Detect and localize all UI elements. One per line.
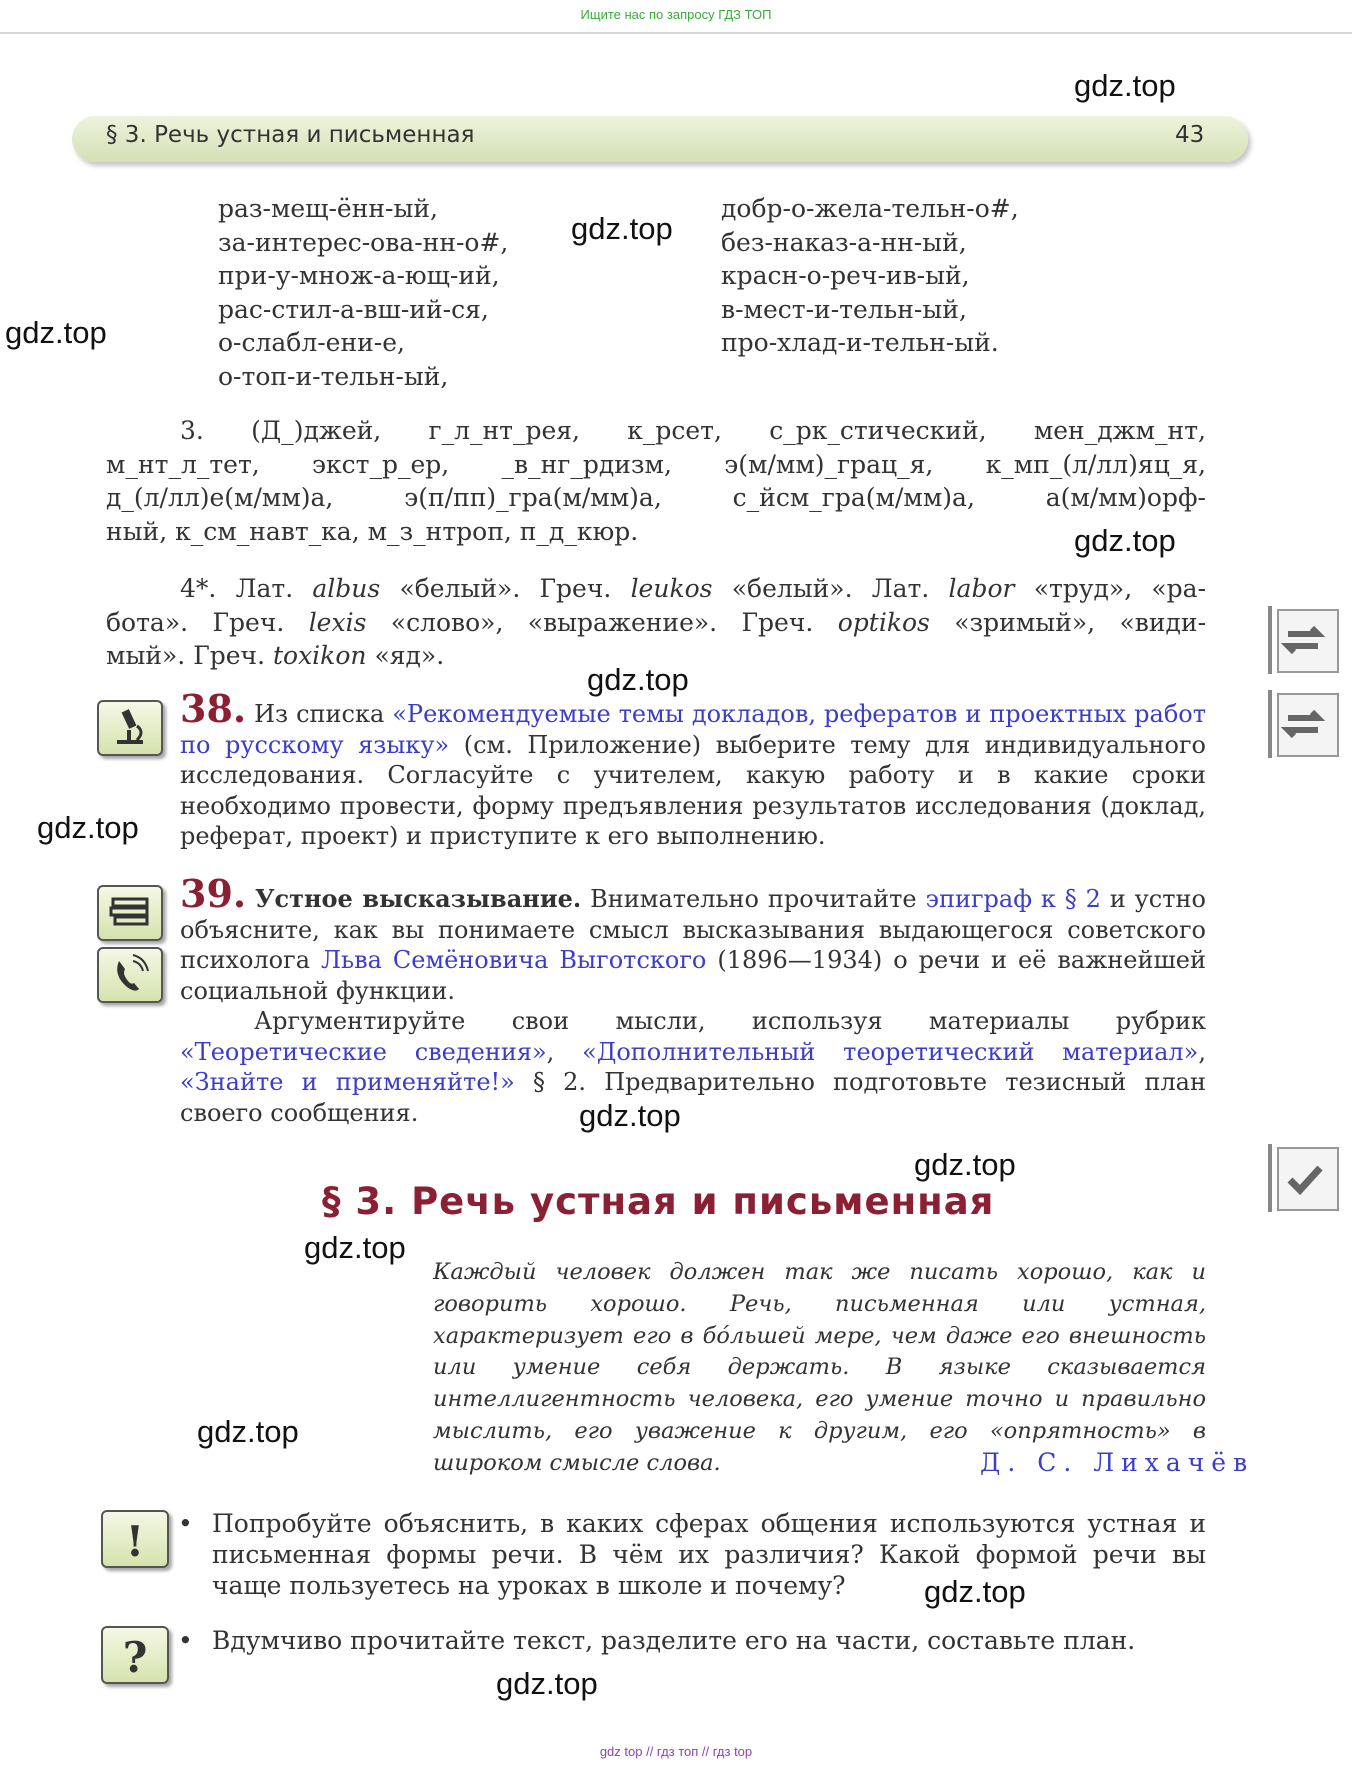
word-item: про-хлад-и-тельн-ый. [721, 328, 999, 357]
word-item: при-у-множ-а-ющ-ий, [218, 261, 500, 290]
watermark: gdz.top [579, 1098, 681, 1133]
recommended-topics-link[interactable]: «Рекомендуемые темы докладов, рефератов и проектных работ по русскому языку» [180, 700, 1207, 759]
watermark: gdz.top [496, 1666, 598, 1701]
watermark: gdz.top [304, 1230, 406, 1265]
watermark: gdz.top [5, 315, 107, 350]
epigraph-link[interactable]: эпиграф к § 2 [925, 885, 1101, 913]
word-item: рас-стил-а-вш-ий-ся, [218, 294, 489, 324]
task-3-line: д_(л/лл)е(м/мм)а, э(п/пп)_гра(м/мм)а, с_йсм_гра(м/мм)а, а(м/мм)орф- [106, 483, 1206, 512]
footer-links: gdz top // гдз топ // гдз top [599, 1744, 753, 1759]
bullet: • [178, 1509, 193, 1538]
exercise-38 [180, 686, 1207, 852]
header-title: § 3. Речь устная и письменная [106, 122, 475, 148]
watermark: gdz.top [914, 1147, 1016, 1182]
word-item: о-слабл-ени-е, [218, 328, 405, 357]
refresh-tab-icon[interactable] [1266, 688, 1346, 760]
text: «слово», «выражение». Греч. [390, 607, 814, 637]
exercise-39-lead: Устное высказывание. [255, 884, 582, 913]
latin-word: labor [948, 574, 1015, 603]
greek-word: optikos [837, 607, 930, 637]
watermark: gdz.top [571, 211, 673, 246]
theory-link[interactable]: «Теоретические сведения» [180, 1037, 547, 1066]
text: «белый». Лат. [731, 574, 930, 603]
text: (1896—1934) о речи и её важнейшей социальной функции. [180, 946, 1206, 1005]
watermark: gdz.top [1074, 68, 1176, 103]
svg-text:?: ? [122, 1633, 148, 1682]
check-tab-icon[interactable] [1266, 1142, 1346, 1214]
text: и устно объясните, как вы понимаете смысл высказывания выдающегося советского психолога [180, 885, 1206, 974]
text: «зримый», «види- [954, 607, 1207, 637]
word-item: за-интерес-ова-нн-о#, [218, 227, 509, 257]
task-3-line: ный, к_см_навт_ка, м_з_нтроп, п_д_кюр. [106, 516, 639, 546]
watermark: gdz.top [197, 1414, 299, 1449]
vygotsky-link[interactable]: Льва Семёновича Выготского [320, 946, 707, 974]
watermark: gdz.top [587, 662, 689, 697]
exclamation-icon [101, 1510, 169, 1568]
word-list-right [721, 192, 1019, 360]
books-icon [97, 885, 163, 941]
microscope-icon [97, 700, 163, 756]
task-4 [106, 572, 1206, 673]
page-number: 43 [1175, 122, 1205, 148]
top-banner: Ищите нас по запросу ГДЗ ТОП [0, 0, 1352, 34]
latin-word: albus [312, 574, 381, 603]
extra-theory-link[interactable]: «Дополнительный теоретический материал» [582, 1037, 1199, 1066]
word-list-left [218, 192, 508, 393]
text: , [1198, 1037, 1206, 1066]
text: Внимательно прочитайте [590, 885, 917, 913]
task-3-line: м_нт_л_тет, экст_р_ер, _в_нг_рдизм, э(м/мм)_грац_я, к_мп_(л/лл)яц_я, [106, 449, 1206, 479]
word-item: в-мест-и-тельн-ый, [721, 294, 967, 324]
epigraph: Каждый человек должен так же писать хорошо, как и говорить хорошо. Речь, письменная или устная, характеризует его в бóльшей мере, чем даже его внешность или умение себя держать. В языке сказывается интеллигентность человека, его умение точно и правильно мыслить, его уважение к другим, его «опрятность» в широком смысле слова. [433, 1259, 1206, 1476]
exercise-39 [180, 871, 1206, 1128]
greek-word: leukos [630, 574, 713, 603]
word-item: раз-мещ-ённ-ый, [218, 194, 438, 223]
task-4-line [106, 606, 1206, 640]
text: «белый». Греч. [399, 574, 612, 603]
word-item: без-наказ-а-нн-ый, [721, 227, 967, 257]
text: бота». Греч. [106, 607, 285, 637]
text: Лат. [235, 574, 294, 603]
bullet: • [178, 1626, 193, 1655]
text: мый». Греч. [106, 641, 266, 670]
epigraph-author: Д. С. Лихачёв [980, 1448, 1255, 1477]
greek-word: toxikon [272, 641, 367, 670]
text: (см. Приложение) выберите тему для индивидуального исследования. Согласуйте с учителем, какую работу и в какие сроки необходимо провести, форму предъявления результатов исследования (доклад, реферат, проект) и приступите к его выполнению. [180, 730, 1206, 850]
exercise-39-number: 39. [180, 871, 247, 916]
word-item: красн-о-реч-ив-ый, [721, 261, 970, 290]
text: «труд», «ра- [1033, 574, 1207, 603]
exercise-39-paragraph-1 [180, 871, 1206, 1006]
watermark: gdz.top [924, 1574, 1026, 1609]
know-and-apply-link[interactable]: «Знайте и применяйте!» [180, 1068, 515, 1096]
watermark: gdz.top [1074, 523, 1176, 558]
exercise-38-number: 38. [180, 686, 247, 731]
text: «яд». [374, 641, 445, 670]
text: § 2. Предварительно подготовьте тезисный план своего сообщения. [180, 1068, 1206, 1127]
text: Из списка [254, 700, 385, 728]
word-item: добр-о-жела-тельн-о#, [721, 194, 1019, 223]
question-2: Вдумчиво прочитайте текст, разделите его на части, составьте план. [212, 1626, 1136, 1655]
text: , [546, 1037, 555, 1066]
word-item: о-топ-и-тельн-ый, [218, 361, 449, 391]
watermark: gdz.top [37, 810, 139, 845]
task-4-number: 4*. [180, 574, 217, 603]
exercise-39-paragraph-2 [180, 1006, 1206, 1128]
section-title: § 3. Речь устная и письменная [322, 1180, 995, 1223]
task-3 [106, 414, 1206, 548]
phone-icon [97, 947, 163, 1003]
text: Аргументируйте свои мысли, используя материалы рубрик [254, 1007, 1206, 1035]
question-1: Попробуйте объяснить, в каких сферах общения используются устная и письменная формы речи. В чём их различия? Какой формой речи вы чаще пользуетесь на уроках в школе и почему? [212, 1509, 1206, 1600]
greek-word: lexis [308, 607, 367, 637]
question-icon [101, 1626, 169, 1684]
refresh-tab-icon[interactable] [1266, 604, 1346, 676]
svg-text:!: ! [125, 1517, 145, 1566]
task-4-line [106, 572, 1206, 606]
task-3-line: 3. (Д_)джей, г_л_нт_рея, к_рсет, с_рк_стический, мен_джм_нт, [180, 416, 1206, 445]
